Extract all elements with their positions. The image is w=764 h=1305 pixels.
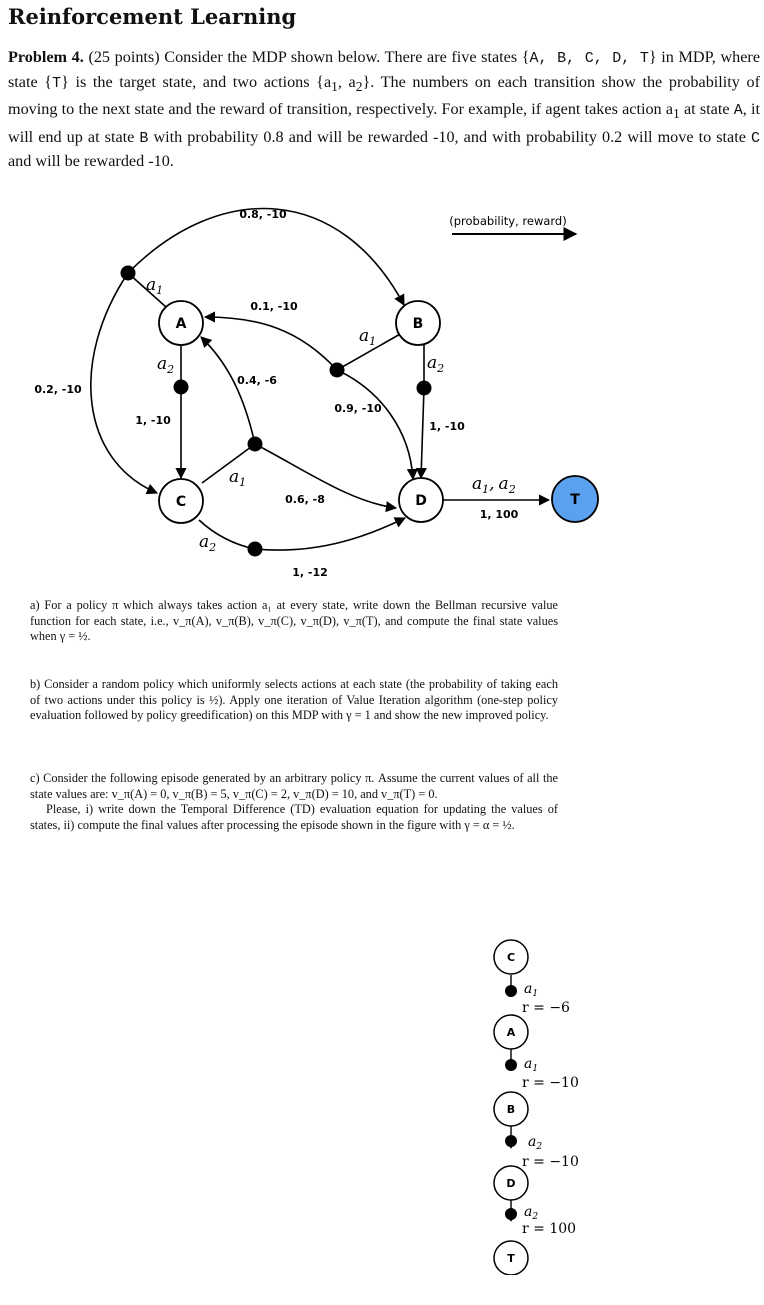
episode-diagram xyxy=(470,935,670,1275)
svg-text:D: D xyxy=(415,493,427,509)
state-T xyxy=(552,476,598,522)
svg-text:D: D xyxy=(506,1177,516,1190)
episode-state-A xyxy=(494,1015,528,1049)
action-dot-A-a2 xyxy=(174,380,189,395)
episode-reward: r = 100 xyxy=(522,1221,577,1237)
label-A-a1-C: 0.2, -10 xyxy=(34,383,82,396)
action-label-C-a2: $a_2$ xyxy=(199,532,217,554)
action-label-B-a2: $a_2$ xyxy=(427,353,445,375)
action-dot-C-a1 xyxy=(248,437,263,452)
problem-statement: Problem 4. (25 points) Consider the MDP shown below. There are five states {A, B, C, D, T} in MDP, where state {T} is the target state, and two actions {$a_1$, $a_2$}. The numbers on each transition show the probability of moving to the next state and the reward of transition, respectively. For example, if agent takes action $a_1$ at state A, it will end up at state B with probability 0.8 and will be rewarded -10, and with probability 0.2 will move to state C and will be rewarded -10. xyxy=(8,48,761,171)
episode-state-C xyxy=(494,940,528,974)
action-label-D: $a_1$, $a_2$ xyxy=(472,474,516,496)
legend-label: (probability, reward) xyxy=(449,214,567,228)
action-label-B-a1: $a_1$ xyxy=(359,326,377,348)
action-label-A-a1: $a_1$ xyxy=(146,275,164,297)
episode-state-D xyxy=(494,1166,528,1200)
label-A-a1-B: 0.8, -10 xyxy=(239,208,287,221)
svg-text:B: B xyxy=(412,316,424,332)
edge-C-a2-to-D xyxy=(255,518,405,550)
svg-text:C: C xyxy=(506,951,516,964)
edge-A-a1-to-B xyxy=(128,209,404,305)
action-dot-B-a2 xyxy=(417,381,432,396)
mdp-diagram xyxy=(0,190,764,590)
episode-action-label: $a_2$ xyxy=(528,1134,543,1152)
action-dot-B-a1 xyxy=(330,363,345,378)
episode-action-label: $a_1$ xyxy=(524,1056,539,1074)
episode-action-label: $a_2$ xyxy=(524,1204,539,1222)
episode-state-T xyxy=(494,1241,528,1275)
edge-B-a2-to-D xyxy=(421,388,424,478)
episode-reward: r = −10 xyxy=(522,1154,579,1170)
action-dot-C-a2 xyxy=(248,542,263,557)
svg-text:T: T xyxy=(507,1252,515,1265)
episode-action-label: $a_1$ xyxy=(524,981,539,999)
episode-state-B xyxy=(494,1092,528,1126)
episode-reward: r = −10 xyxy=(522,1075,579,1091)
episode-action-dot xyxy=(505,1208,517,1220)
svg-text:A: A xyxy=(175,316,187,332)
svg-text:C: C xyxy=(175,494,187,510)
part-c xyxy=(30,771,558,834)
episode-action-dot xyxy=(505,1135,517,1147)
label-C-a2-D: 1, -12 xyxy=(292,566,328,579)
edge-B-a1-to-D xyxy=(337,370,413,479)
episode-action-dot xyxy=(505,1059,517,1071)
label-B-a2-D: 1, -10 xyxy=(429,420,465,433)
label-A-a2-C: 1, -10 xyxy=(135,414,171,427)
part-b: b) Consider a random policy which uniformly selects actions at each state (the probability of taking each of two actions under this policy is ½). Apply one iteration of Value Iteration algorithm (one-step policy evaluation followed by policy greedification) on this MDP with γ = 1 and show the new improved policy. xyxy=(30,677,558,723)
action-dot-A-a1 xyxy=(121,266,136,281)
action-label-C-a1: $a_1$ xyxy=(229,467,247,489)
episode-action-dot xyxy=(505,985,517,997)
edge-A-a1-to-C xyxy=(91,273,157,493)
page-title: Reinforcement Learning xyxy=(8,4,297,29)
episode-reward: r = −6 xyxy=(522,1000,570,1016)
svg-text:B: B xyxy=(506,1103,516,1116)
part-c-intro: c) Consider the following episode generated by an arbitrary policy π. Assume the current values of all the state values are: v_π(A) = 0, v_π(B) = 5, v_π(C) = 2, v_π(D) = 10, and v_π(T) = 0. xyxy=(30,771,558,801)
label-C-a1-D: 0.6, -8 xyxy=(285,493,325,506)
svg-text:T: T xyxy=(570,492,580,508)
svg-text:A: A xyxy=(506,1026,516,1039)
state-A xyxy=(159,301,203,345)
edge-B-a1-to-A xyxy=(205,317,337,370)
label-B-a1-A: 0.1, -10 xyxy=(250,300,298,313)
action-label-A-a2: $a_2$ xyxy=(157,354,175,376)
edge-C-a1-to-A xyxy=(201,337,255,444)
label-D-T: 1, 100 xyxy=(479,508,519,521)
label-C-a1-A: 0.4, -6 xyxy=(237,374,277,387)
label-B-a1-D: 0.9, -10 xyxy=(334,402,382,415)
part-c-task: Please, i) write down the Temporal Difference (TD) evaluation equation for updating the values of states, ii) compute the final values after processing the episode shown in the figure with γ = α = ½. xyxy=(30,802,558,833)
edge-C-a1-to-D xyxy=(255,444,396,508)
problem-points: (25 points) xyxy=(88,48,160,66)
part-a: a) For a policy π which always takes action a₁ at every state, write down the Bellman recursive value function for each state, i.e., v_π(A), v_π(B), v_π(C), v_π(D), v_π(T), and compute the final state values when γ = ½. xyxy=(30,598,558,644)
state-C xyxy=(159,479,203,523)
state-B xyxy=(396,301,440,345)
problem-heading: Problem 4. xyxy=(8,48,84,66)
state-D xyxy=(399,478,443,522)
